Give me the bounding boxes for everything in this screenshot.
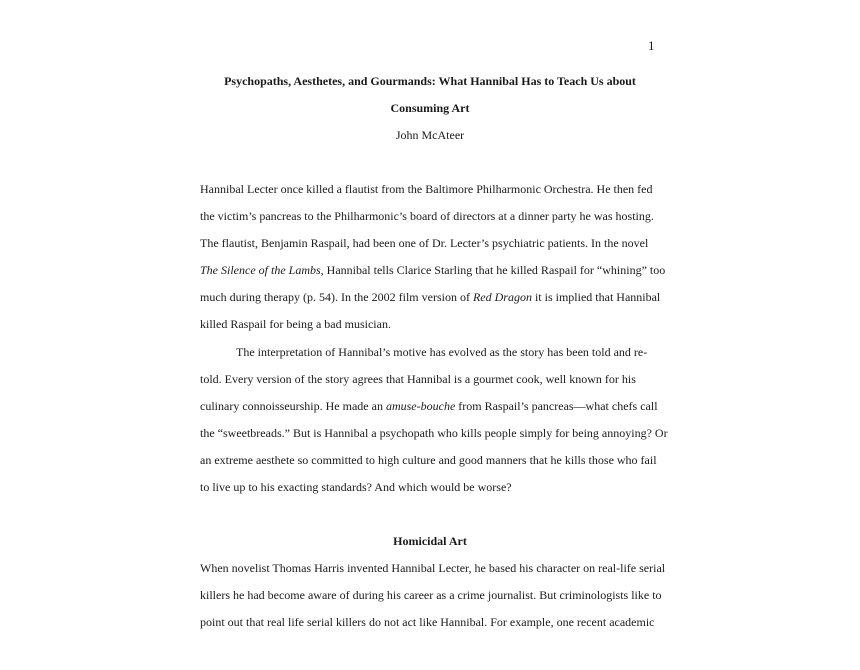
paragraph-2-line-2: told. Every version of the story agrees that Hannibal is a gourmet cook, well known for his	[200, 372, 636, 386]
paragraph-1-line-1: Hannibal Lecter once killed a flautist from the Baltimore Philharmonic Orchestra. He then fed	[200, 182, 653, 196]
paragraph-1-line-6: killed Raspail for being a bad musician.	[200, 317, 391, 331]
paragraph-2-line-6: to live up to his exacting standards? And which would be worse?	[200, 480, 512, 494]
paragraph-1-line-2: the victim’s pancreas to the Philharmonic’s board of directors at a dinner party he was hosting.	[200, 209, 654, 223]
title-line-1: Psychopaths, Aesthetes, and Gourmands: What Hannibal Has to Teach Us about	[224, 74, 636, 88]
paragraph-3-line-3: point out that real life serial killers do not act like Hannibal. For example, one recent academic	[200, 615, 655, 629]
paragraph-2-line-3-start: culinary connoisseurship. He made an	[200, 399, 386, 413]
film-title-italic: Red Dragon	[472, 290, 532, 304]
title-line-2: Consuming Art	[390, 101, 470, 115]
paragraph-2-line-4: the “sweetbreads.” But is Hannibal a psychopath who kills people simply for being annoying? Or	[200, 426, 668, 440]
novel-title-italic: The Silence of the Lambs	[200, 263, 321, 277]
paragraph-1-line-5-start: much during therapy (p. 54). In the 2002 film version of	[200, 290, 473, 304]
author-name: John McAteer	[395, 128, 465, 142]
paragraph-1-line-3: The flautist, Benjamin Raspail, had been one of Dr. Lecter’s psychiatric patients. In the novel	[200, 236, 649, 250]
paragraph-3-line-1: When novelist Thomas Harris invented Hannibal Lecter, he based his character on real-life serial	[200, 561, 666, 575]
section-heading: Homicidal Art	[393, 534, 467, 548]
paragraph-2-line-3-end: from Raspail’s pancreas—what chefs call	[455, 399, 658, 413]
paragraph-2-line-3	[200, 399, 658, 414]
paragraph-1-line-4-text: , Hannibal tells Clarice Starling that he killed Raspail for “whining” too	[320, 263, 666, 277]
amuse-bouche-italic: amuse-bouche	[385, 399, 456, 413]
paragraph-2-line-1: The interpretation of Hannibal’s motive has evolved as the story has been told and re-	[236, 345, 648, 359]
paragraph-2-line-5: an extreme aesthete so committed to high culture and good manners that he kills those who fail	[200, 453, 657, 467]
paragraph-1-line-5-end: it is implied that Hannibal	[531, 290, 661, 304]
paragraph-1-line-4	[200, 263, 665, 278]
paragraph-1-line-5	[200, 290, 660, 305]
page-number: 1	[648, 38, 655, 53]
paragraph-3-line-2: killers he had become aware of during his career as a crime journalist. But criminologists like to	[200, 588, 662, 602]
